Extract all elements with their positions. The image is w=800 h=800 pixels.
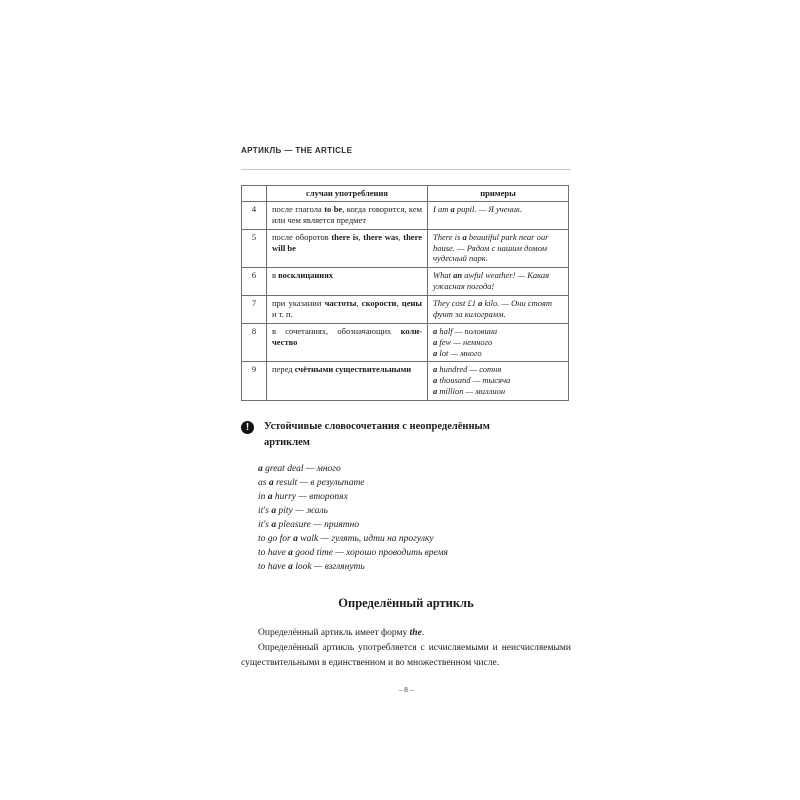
example-cell bbox=[428, 296, 569, 324]
list-item: it's a pity — жаль bbox=[258, 505, 328, 516]
table-header-num bbox=[242, 186, 267, 202]
row-number: 9 bbox=[242, 362, 267, 401]
example-cell bbox=[428, 362, 569, 401]
table-row bbox=[242, 201, 569, 229]
note-title: Устойчивые словосочетания с неопределённым артиклем bbox=[264, 421, 490, 449]
row-number: 5 bbox=[242, 229, 267, 268]
row-number: 6 bbox=[242, 268, 267, 296]
example-line: a lot — много bbox=[433, 347, 482, 358]
usage-cell: после оборотов there is, there was, there will be bbox=[267, 229, 428, 268]
list-item: a great deal — много bbox=[258, 463, 341, 474]
table-row bbox=[242, 323, 569, 362]
usage-cell: в сочетаниях, обозначающих количество bbox=[267, 323, 428, 362]
running-header: АРТИКЛЬ — THE ARTICLE bbox=[241, 146, 353, 155]
list-item: it's a pleasure — приятно bbox=[258, 519, 360, 530]
header-divider bbox=[241, 169, 571, 170]
example-line: There is a beautiful park near our house. — Рядом с нашим домом чудесный парк. bbox=[433, 231, 549, 264]
usage-cell: перед счётными существительными bbox=[267, 362, 428, 401]
row-number: 8 bbox=[242, 323, 267, 362]
example-line: a hundred — сотня bbox=[433, 364, 502, 375]
table-row bbox=[242, 229, 569, 268]
example-line: a thousand — тысяча bbox=[433, 375, 511, 386]
page-content bbox=[241, 146, 571, 694]
usage-cell: после глагола to be, когда говорится, кем или чем является предмет bbox=[267, 201, 428, 229]
usage-cell: в восклицаниях bbox=[267, 268, 428, 296]
note-block bbox=[241, 419, 571, 452]
page-number: – 8 – bbox=[398, 684, 414, 694]
example-line: a half — половина bbox=[433, 325, 498, 336]
example-line: What an awful weather! — Какая ужасная погода! bbox=[433, 270, 550, 292]
table-header-examples: примеры bbox=[428, 186, 569, 202]
row-number: 7 bbox=[242, 296, 267, 324]
exclamation-icon: ! bbox=[241, 421, 254, 434]
list-item: to have a look — взглянуть bbox=[258, 561, 365, 572]
usage-cell: при указании частоты, скорости, цены и т. п. bbox=[267, 296, 428, 324]
paragraph: Определённый артикль употребляется с исчисляемыми и неисчисляемыми существительными в единственном и во множественном числе. bbox=[241, 642, 571, 668]
section-heading: Определённый артикль bbox=[338, 595, 474, 610]
example-line: I am a pupil. — Я ученик. bbox=[433, 203, 523, 214]
article-usage-table bbox=[241, 185, 569, 401]
table-header-usage: случаи употребления bbox=[267, 186, 428, 202]
example-cell bbox=[428, 268, 569, 296]
row-number: 4 bbox=[242, 201, 267, 229]
list-item: to have a good time — хорошо проводить время bbox=[258, 547, 448, 558]
list-item: to go for a walk — гулять, идти на прогулку bbox=[258, 533, 434, 544]
example-line: They cost £1 a kilo. — Они стоят фунт за килограмм. bbox=[433, 298, 553, 319]
example-line: a few — немного bbox=[433, 336, 493, 347]
example-cell bbox=[428, 201, 569, 229]
table-row bbox=[242, 268, 569, 296]
table-row bbox=[242, 362, 569, 401]
example-cell bbox=[428, 229, 569, 268]
example-line: a million — миллион bbox=[433, 386, 506, 397]
set-phrase-list bbox=[258, 462, 571, 574]
list-item: as a result — в результате bbox=[258, 477, 365, 488]
example-cell bbox=[428, 323, 569, 362]
table-row bbox=[242, 296, 569, 324]
table-header-row bbox=[242, 186, 569, 202]
list-item: in a hurry — второпях bbox=[258, 491, 348, 502]
paragraph: Определённый артикль имеет форму the. bbox=[258, 627, 425, 638]
